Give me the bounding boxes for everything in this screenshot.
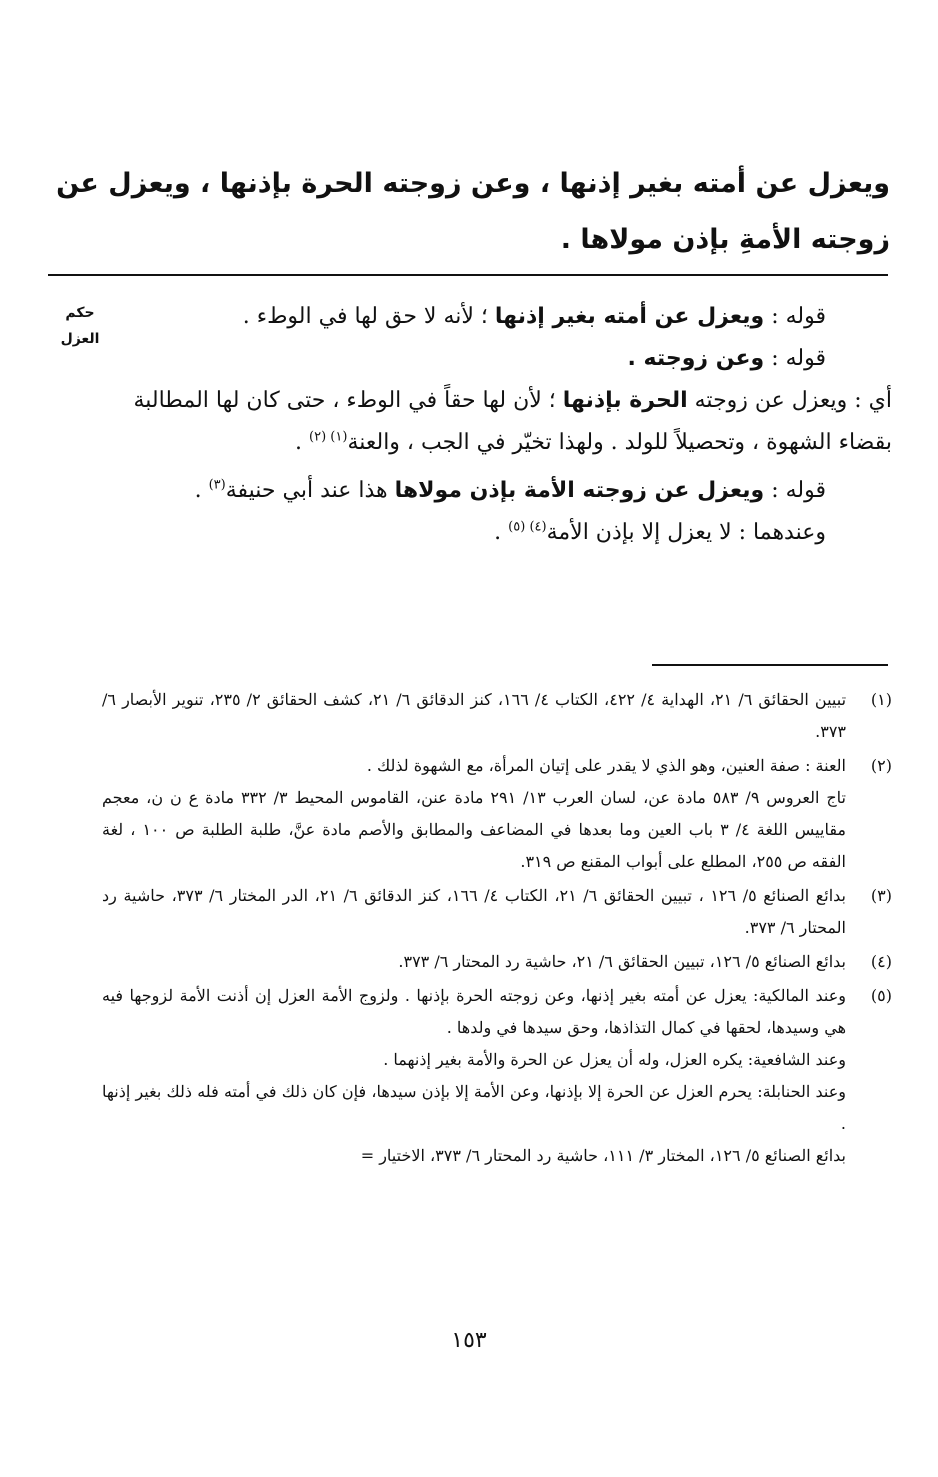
commentary-text: ؛ لأن لها حقاً في الوطء ، حتى كان لها المطالبة بقضاء الشهوة ، وتحصيلاً للولد . ولهذا تخيّر في الجب ، والعنة xyxy=(133,388,892,455)
footnote-text: وعند المالكية: يعزل عن أمته بغير إذنها، وعن زوجته الحرة بإذنها . ولزوج الأمة العزل إن أذنت الأمة لزوجها فيه هي وسيدها، لحقها في كمال التذاذها، وحق سيدها في ولدها . xyxy=(102,986,846,1037)
footnote-text: تاج العروس ٩/ ٥٨٣ مادة عن، لسان العرب ١٣/ ٢٩١ مادة عنن، القاموس المحيط ٣/ ٣٣٢ مادة ع ن ن، معجم مقاييس اللغة ٤/ ٣ باب العين وما بعدها في المضاعف والمطابق والأصم مادة عنَّ، طلبة الطلبة ص ١٠٠ ، لغة الفقه ص ٢٥٥، المطلع على أبواب المقنع ص ٣١٩. xyxy=(102,788,846,871)
commentary-paragraph xyxy=(116,470,892,512)
main-text-line: زوجته الأمةِ بإذن مولاها . xyxy=(560,224,890,255)
commentary-text: . xyxy=(194,478,209,503)
footnote-ref[interactable]: (٤) xyxy=(529,519,547,535)
footnote-ref[interactable]: (١) xyxy=(330,429,348,445)
footnote-number: (٥) xyxy=(870,986,892,1005)
margin-heading-line: حكم xyxy=(65,305,95,321)
footnote xyxy=(102,880,892,944)
commentary-text: ؛ لأنه لا حق لها في الوطء . xyxy=(242,304,495,329)
footnote-number: (٤) xyxy=(870,952,892,971)
footnote xyxy=(102,980,892,1172)
commentary-text: . xyxy=(295,430,310,455)
quoted-phrase: ويعزل عن أمته بغير إذنها xyxy=(494,304,765,329)
commentary-text: وعندهما : لا يعزل إلا بإذن الأمة xyxy=(546,520,826,545)
main-text-block xyxy=(56,156,890,268)
footnote-ref[interactable]: (٢) xyxy=(309,429,331,445)
quote-prefix: قوله : xyxy=(764,478,826,503)
commentary-text: . xyxy=(494,520,509,545)
footnote-separator xyxy=(652,664,888,666)
footnote-text: وعند الشافعية: يكره العزل، وله أن يعزل عن الحرة والأمة بغير إذنهما . xyxy=(383,1050,846,1069)
commentary-paragraph xyxy=(116,380,892,464)
footnote xyxy=(102,946,892,978)
commentary-paragraph xyxy=(116,512,892,554)
page-number: ١٥٣ xyxy=(451,1328,487,1353)
main-text-line: ويعزل عن أمته بغير إذنها ، وعن زوجته الحرة بإذنها ، ويعزل عن xyxy=(56,168,890,199)
footnotes-section xyxy=(102,684,892,1174)
footnote-number: (١) xyxy=(870,690,892,709)
footnote-text: بدائع الصنائع ٥/ ١٢٦ ، تبيين الحقائق ٦/ ٢١، الكتاب ٤/ ١٦٦، كنز الدقائق ٦/ ٢١، الدر المختار ٦/ ٣٧٣، حاشية رد المحتار ٦/ ٣٧٣. xyxy=(102,886,846,937)
commentary-text: أي : ويعزل عن زوجته xyxy=(687,388,892,413)
commentary-paragraph xyxy=(116,296,892,338)
margin-heading-line: العزل xyxy=(60,331,100,347)
footnote-text: وعند الحنابلة: يحرم العزل عن الحرة إلا بإذنها، وعن الأمة إلا بإذن سيدها، فإن كان ذلك في أمته فله ذلك بغير إذنها . xyxy=(102,1082,846,1133)
footnote-text: بدائع الصنائع ٥/ ١٢٦، المختار ٣/ ١١١، حاشية رد المحتار ٦/ ٣٧٣، الاختيار = xyxy=(360,1146,846,1165)
commentary-paragraph xyxy=(116,338,892,380)
quoted-phrase: ويعزل عن زوجته الأمة بإذن مولاها xyxy=(394,478,765,503)
commentary-block xyxy=(116,296,892,554)
commentary-text: هذا عند أبي حنيفة xyxy=(225,478,395,503)
footnote-text: تبيين الحقائق ٦/ ٢١، الهداية ٤/ ٤٢٢، الكتاب ٤/ ١٦٦، كنز الدقائق ٦/ ٢١، كشف الحقائق ٢/ ٢٣٥، تنوير الأبصار ٦/ ٣٧٣. xyxy=(102,690,847,741)
footnote-text: العنة : صفة العنين، وهو الذي لا يقدر على إتيان المرأة، مع الشهوة لذلك . xyxy=(366,756,846,775)
footnote xyxy=(102,684,892,748)
quoted-phrase: الحرة بإذنها xyxy=(562,388,688,413)
quote-prefix: قوله : xyxy=(764,304,826,329)
separator-rule xyxy=(48,274,888,276)
quote-prefix: قوله : xyxy=(764,346,826,371)
footnote-number: (٢) xyxy=(870,756,892,775)
quoted-phrase: وعن زوجته . xyxy=(627,346,765,371)
footnote-text: بدائع الصنائع ٥/ ١٢٦، تبيين الحقائق ٦/ ٢١، حاشية رد المحتار ٦/ ٣٧٣. xyxy=(398,952,846,971)
margin-heading xyxy=(52,300,108,352)
footnote-ref[interactable]: (٥) xyxy=(508,519,530,535)
footnote-ref[interactable]: (٣) xyxy=(208,477,226,493)
footnote xyxy=(102,750,892,878)
footnote-number: (٣) xyxy=(870,886,892,905)
